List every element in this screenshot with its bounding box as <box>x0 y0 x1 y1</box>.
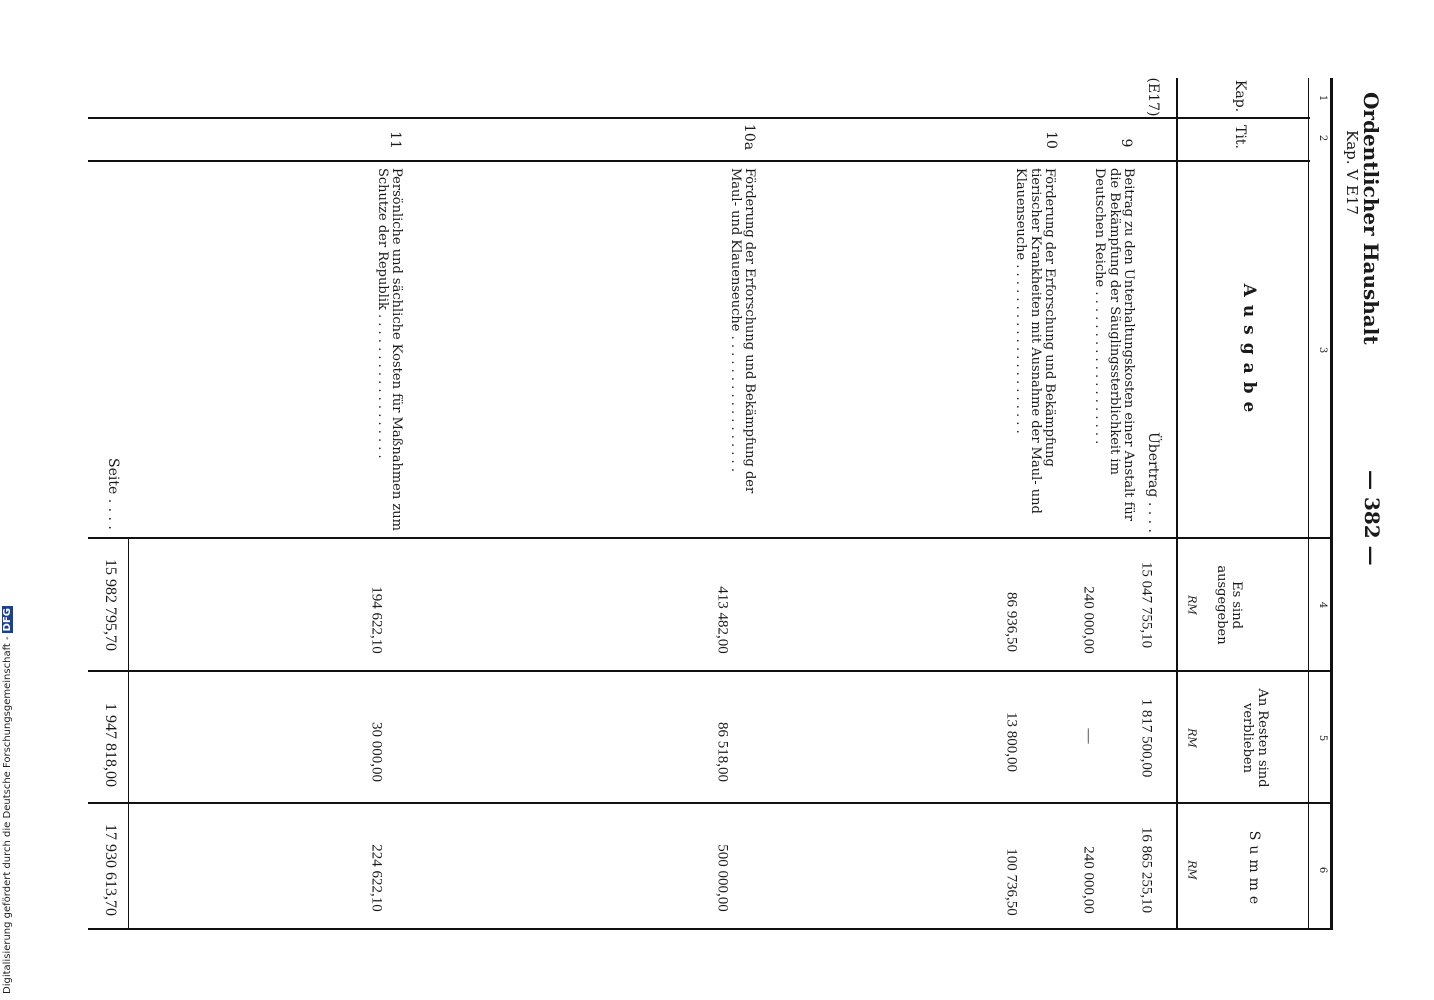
row-10a-text: Förderung der Erforschung und Bekämpfung der Maul- und Klauenseuche . . . . . . . . . . . . . . . . . <box>727 168 757 494</box>
row-9-reste: — <box>1080 728 1097 744</box>
col-number-4: 4 <box>1316 601 1328 609</box>
unit-col4: RM <box>1185 595 1199 615</box>
row-10-text: Förderung der Erforschung und Bekämpfung tierischer Krankheiten mit Ausnahme der Maul- und Klauenseuche . . . . . . . . . . . . . . . . . . . . . <box>1013 168 1057 514</box>
col-divider-text-4 <box>88 537 1333 539</box>
row-11-summe: 224 622,10 <box>368 844 385 912</box>
unit-col6: RM <box>1185 860 1199 880</box>
col-divider-5-6 <box>88 802 1333 804</box>
row-10-reste: 13 800,00 <box>1003 712 1020 772</box>
row-9-summe: 240 000,00 <box>1080 846 1097 914</box>
header-kap: Kap. <box>1232 79 1249 113</box>
digitization-note <box>2 606 13 994</box>
col-number-5: 5 <box>1316 734 1328 742</box>
header-summe: Summe <box>1246 830 1263 910</box>
uebertrag-label: Übertrag . . . . <box>1145 432 1161 533</box>
row-9-ausgegeben: 240 000,00 <box>1080 586 1097 654</box>
uebertrag-ausgegeben: 15 047 755,10 <box>1138 561 1155 649</box>
col-number-3: 3 <box>1316 346 1328 354</box>
row-10a-reste: 86 518,00 <box>714 722 731 782</box>
header-ausgegeben: Es sind ausgegeben <box>1214 565 1244 645</box>
unit-col5: RM <box>1185 728 1199 748</box>
col-divider-4-5 <box>88 670 1333 672</box>
dfg-logo: DFG <box>2 608 13 632</box>
row-10a-ausgegeben: 413 482,00 <box>714 586 731 654</box>
seite-ausgegeben: 15 982 795,70 <box>102 559 120 651</box>
col-divider-right <box>88 928 1333 930</box>
row-11-reste: 30 000,00 <box>368 722 385 782</box>
col-divider-tit-text <box>88 160 1310 162</box>
seite-summe: 17 930 613,70 <box>102 824 120 916</box>
row-10a-summe: 500 000,00 <box>714 844 731 912</box>
sum-rule <box>128 537 129 930</box>
chapter-label: Kap. V E17 <box>1343 130 1361 215</box>
row-11-tit: 11 <box>387 131 404 149</box>
row-10-tit: 10 <box>1043 131 1060 149</box>
uebertrag-summe: 16 865 255,10 <box>1138 826 1155 914</box>
row-10-summe: 100 736,50 <box>1003 848 1020 916</box>
row-9-text: Beitrag zu den Unterhaltungskosten einer Anstalt für die Bekämpfung der Säuglingssterblichkeit im Deutschen Reiche . . . . . . . . . . . . . . . . . . . <box>1092 168 1136 522</box>
col-number-6: 6 <box>1316 866 1328 874</box>
row-10a-tit: 10a <box>741 123 758 151</box>
header-ausgabe: Ausgabe <box>1238 283 1259 421</box>
row-11-text: Persönliche und sächliche Kosten für Maßnahmen zum Schutze der Republik . . . . . . . . . . . . . . . . . . <box>374 168 404 531</box>
row-10-ausgegeben: 86 936,50 <box>1003 592 1020 652</box>
row-9-tit: 9 <box>1118 138 1135 148</box>
page-title: Ordentlicher Haushalt <box>1359 92 1383 345</box>
row-11-ausgegeben: 194 622,10 <box>368 586 385 654</box>
uebertrag-reste: 1 817 500,00 <box>1138 698 1155 778</box>
kap-value: (E17) <box>1145 77 1162 117</box>
seite-reste: 1 947 818,00 <box>102 703 120 787</box>
col-number-1: 1 <box>1316 94 1328 102</box>
page-number: — 382 — <box>1360 470 1384 566</box>
seite-label: Seite . . . . <box>105 458 121 530</box>
digitization-note-text: Digitalisierung gefördert durch die Deutsche Forschungsgemeinschaft - <box>2 636 13 994</box>
header-reste: An Resten sind verblieben <box>1240 688 1270 788</box>
col-divider-kap-tit <box>88 117 1310 119</box>
header-tit: Tit. <box>1232 125 1249 149</box>
col-number-2: 2 <box>1316 134 1328 142</box>
